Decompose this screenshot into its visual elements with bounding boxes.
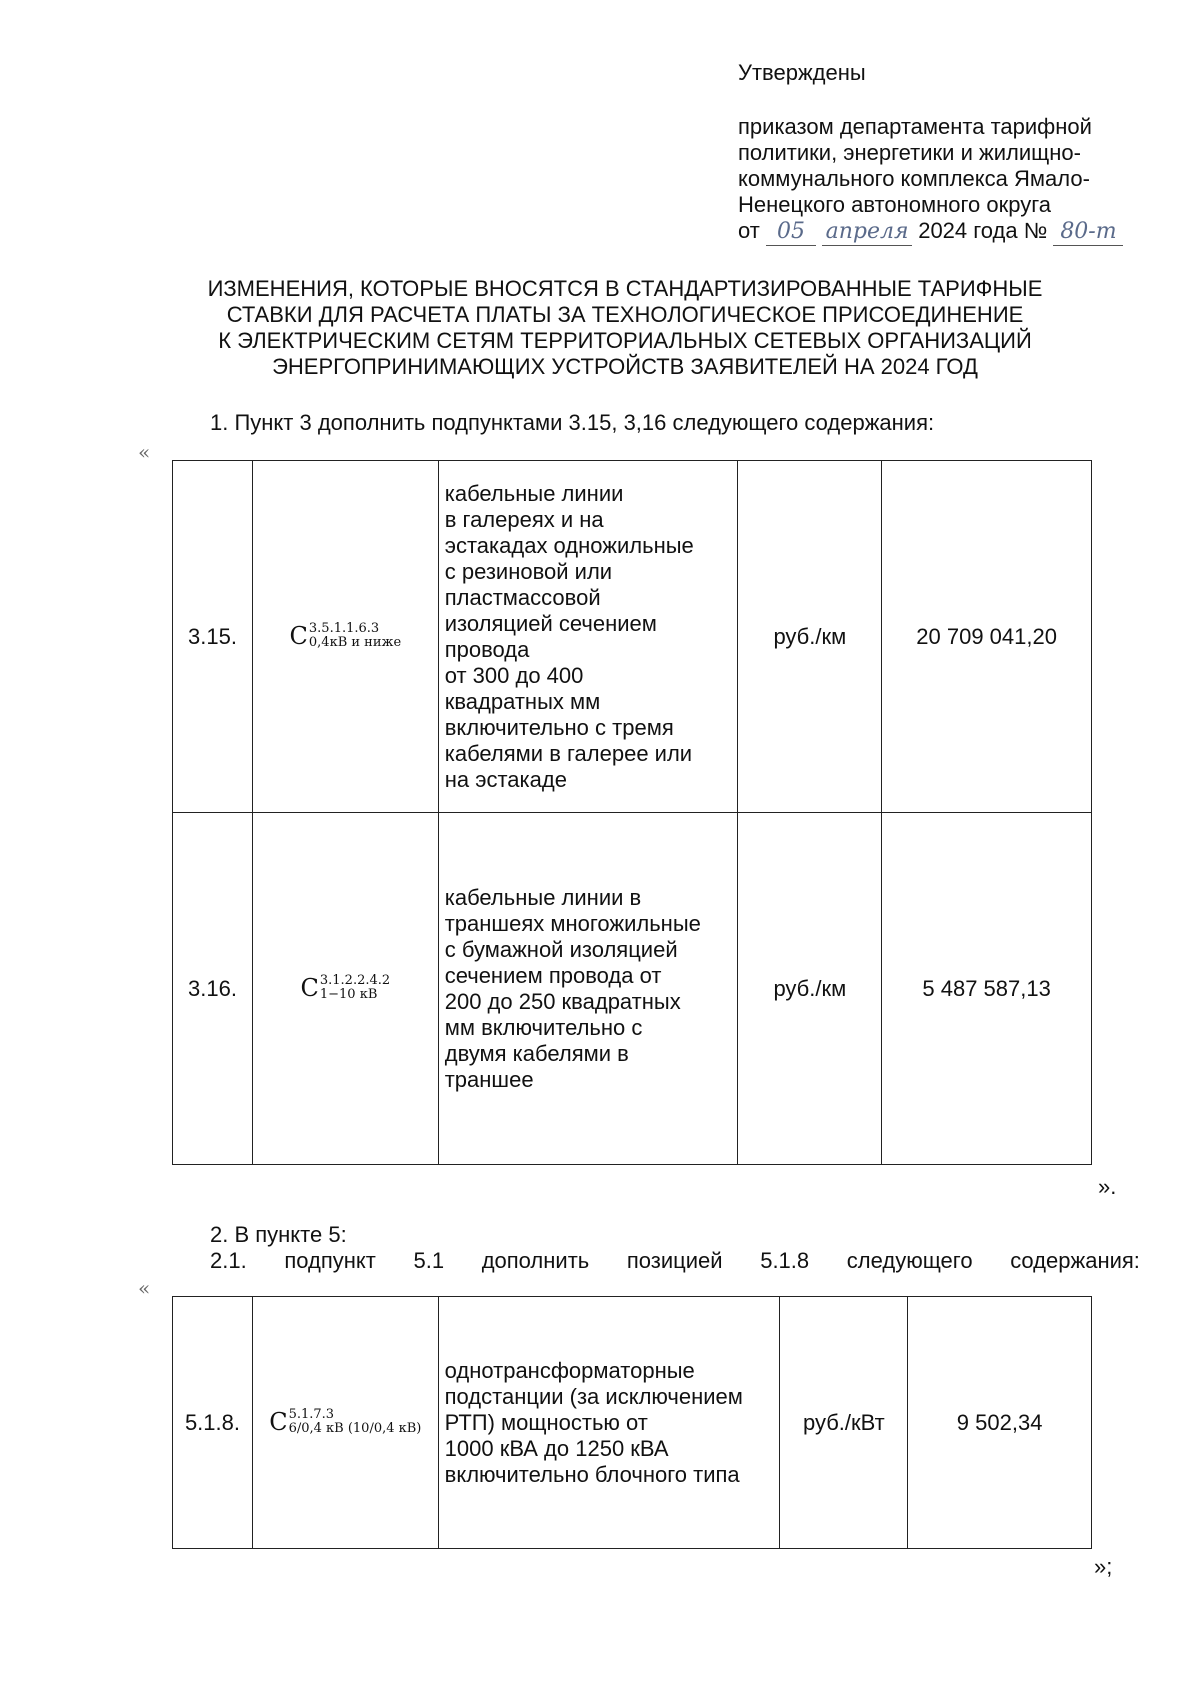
handwritten-day: 05 — [766, 219, 816, 246]
section2-open-quote: « — [138, 1276, 151, 1300]
title-line: СТАВКИ ДЛЯ РАСЧЕТА ПЛАТЫ ЗА ТЕХНОЛОГИЧЕСКОЕ ПРИСОЕДИНЕНИЕ — [226, 302, 1024, 327]
handwritten-number: 80-т — [1053, 219, 1123, 246]
desc-line: сечением провода от — [444, 962, 662, 988]
row-description — [438, 1297, 780, 1549]
row-unit: руб./кВт — [780, 1297, 908, 1549]
section2-subpoint — [210, 1248, 1140, 1274]
table-row — [173, 1297, 1092, 1549]
desc-line: квадратных мм — [444, 688, 601, 714]
rate-code-letter: С — [289, 622, 308, 650]
row-number: 3.15. — [173, 461, 253, 813]
row-number: 5.1.8. — [173, 1297, 253, 1549]
subpoint-word: 5.1.8 — [760, 1248, 810, 1273]
subpoint-word: позицией — [626, 1248, 723, 1273]
row-value: 20 709 041,20 — [882, 461, 1092, 813]
approval-block — [738, 60, 1123, 246]
desc-line: однотрансформаторные — [444, 1357, 695, 1383]
subpoint-word: содержания: — [1010, 1248, 1140, 1273]
row-value: 9 502,34 — [908, 1297, 1092, 1549]
rate-code-sub: 1−10 кВ — [319, 987, 378, 1002]
document-title — [150, 276, 1100, 380]
handwritten-month: апреля — [822, 219, 912, 246]
desc-line: пластмассовой — [444, 584, 601, 610]
approval-line: коммунального комплекса Ямало- — [738, 166, 1090, 191]
rate-code — [252, 461, 438, 813]
approval-line: Ненецкого автономного округа — [738, 192, 1052, 217]
table-row — [173, 461, 1092, 813]
table-row — [173, 813, 1092, 1165]
section2-intro: 2. В пункте 5: — [210, 1222, 347, 1247]
desc-line: траншее — [444, 1066, 534, 1092]
rate-code-sup: 3.5.1.1.6.3 — [308, 621, 380, 636]
approval-date-line — [738, 218, 1123, 246]
desc-line: РТП) мощностью от — [444, 1409, 648, 1435]
row-unit: руб./км — [738, 813, 882, 1165]
section2-table — [172, 1296, 1092, 1549]
rate-code-letter: С — [300, 974, 319, 1002]
approval-heading: Утверждены — [738, 60, 866, 85]
desc-line: 1000 кВА до 1250 кВА — [444, 1435, 669, 1461]
subpoint-word: дополнить — [481, 1248, 590, 1273]
rate-code-sub: 6/0,4 кВ (10/0,4 кВ) — [288, 1421, 422, 1436]
desc-line: подстанции (за исключением — [444, 1383, 743, 1409]
rate-code — [252, 813, 438, 1165]
section1-table — [172, 460, 1092, 1165]
section1-open-quote: « — [138, 440, 151, 464]
subpoint-word: 5.1 — [413, 1248, 445, 1273]
subpoint-word: подпункт — [284, 1248, 376, 1273]
subpoint-word: следующего — [846, 1248, 973, 1273]
approval-line: приказом департамента тарифной — [738, 114, 1092, 139]
desc-line: траншеях многожильные — [444, 910, 701, 936]
desc-line: кабельные линии — [444, 480, 624, 506]
row-description — [438, 813, 738, 1165]
desc-line: 200 до 250 квадратных — [444, 988, 681, 1014]
row-number: 3.16. — [173, 813, 253, 1165]
desc-line: включительно с тремя — [444, 714, 674, 740]
desc-line: кабельные линии в — [444, 884, 642, 910]
desc-line: изоляцией сечением — [444, 610, 657, 636]
approval-prefix: от — [738, 218, 760, 243]
desc-line: двумя кабелями в — [444, 1040, 629, 1066]
desc-line: кабелями в галерее или — [444, 740, 693, 766]
row-value: 5 487 587,13 — [882, 813, 1092, 1165]
rate-code-letter: С — [269, 1408, 288, 1436]
rate-code-sup: 3.1.2.2.4.2 — [319, 973, 391, 988]
desc-line: с бумажной изоляцией — [444, 936, 678, 962]
rate-code-sup: 5.1.7.3 — [288, 1407, 335, 1422]
desc-line: на эстакаде — [444, 766, 567, 792]
subpoint-word: 2.1. — [210, 1248, 247, 1273]
rate-code — [252, 1297, 438, 1549]
title-line: ЭНЕРГОПРИНИМАЮЩИХ УСТРОЙСТВ ЗАЯВИТЕЛЕЙ НА 2024 ГОД — [272, 354, 978, 379]
approval-line: политики, энергетики и жилищно- — [738, 140, 1081, 165]
title-line: К ЭЛЕКТРИЧЕСКИМ СЕТЯМ ТЕРРИТОРИАЛЬНЫХ СЕТЕВЫХ ОРГАНИЗАЦИЙ — [218, 328, 1032, 353]
desc-line: в галереях и на — [444, 506, 604, 532]
desc-line: провода — [444, 636, 530, 662]
section1-close-quote: ». — [1098, 1174, 1117, 1199]
row-unit: руб./км — [738, 461, 882, 813]
row-description — [438, 461, 738, 813]
desc-line: эстакадах одножильные — [444, 532, 694, 558]
desc-line: с резиновой или — [444, 558, 613, 584]
desc-line: мм включительно с — [444, 1014, 643, 1040]
rate-code-sub: 0,4кВ и ниже — [308, 635, 402, 650]
desc-line: включительно блочного типа — [444, 1461, 740, 1487]
desc-line: от 300 до 400 — [444, 662, 584, 688]
title-line: ИЗМЕНЕНИЯ, КОТОРЫЕ ВНОСЯТСЯ В СТАНДАРТИЗИРОВАННЫЕ ТАРИФНЫЕ — [207, 276, 1043, 301]
approval-year: 2024 года № — [918, 218, 1048, 243]
section1-intro: 1. Пункт 3 дополнить подпунктами 3.15, 3,16 следующего содержания: — [210, 410, 935, 435]
section2-close-quote: »; — [1094, 1554, 1113, 1579]
